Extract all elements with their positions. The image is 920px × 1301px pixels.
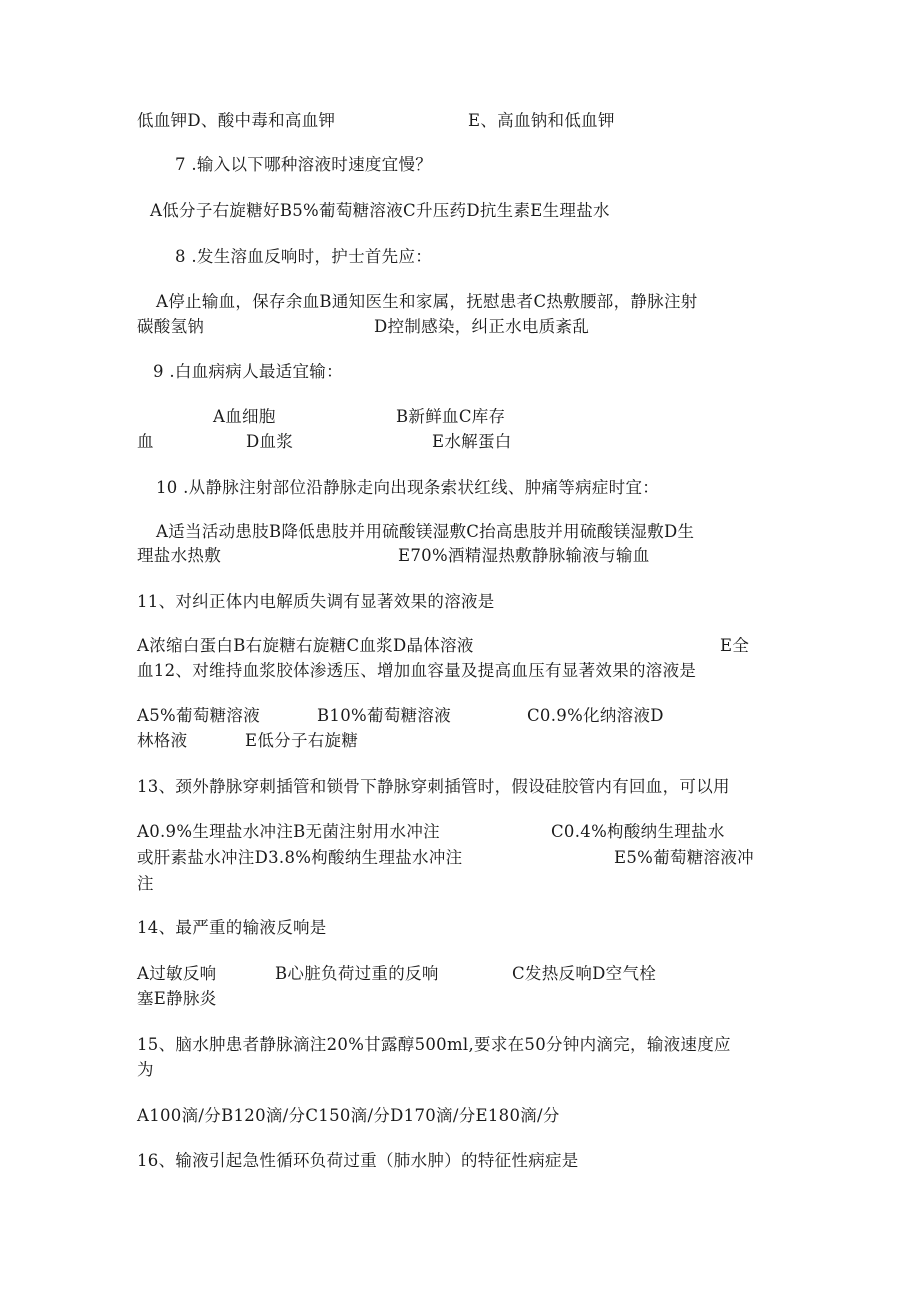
text-line: 为 — [137, 1060, 154, 1079]
text-line: D控制感染，纠正水电质紊乱 — [374, 317, 590, 336]
question-11: 11、对纠正体内电解质失调有显著效果的溶液是 — [137, 592, 495, 611]
question-14: 14、最严重的输液反响是 — [137, 918, 327, 937]
question-9: 9 .白血病病人最适宜输： — [153, 362, 343, 381]
question-12: 血12、对维持血浆胶体渗透压、增加血容量及提高血压有显著效果的溶液是 — [137, 661, 697, 680]
text-line: A适当活动患肢B降低患肢并用硫酸镁湿敷C抬高患肢并用硫酸镁湿敷D生 — [156, 522, 695, 541]
text-line: E全 — [720, 636, 750, 655]
question-8: 8 .发生溶血反响时，护士首先应： — [175, 247, 433, 266]
text-line: A低分子右旋糖好B5%葡萄糖溶液C升压药D抗生素E生理盐水 — [150, 201, 610, 220]
question-13: 13、颈外静脉穿刺插管和锁骨下静脉穿刺插管时，假设硅胶管内有回血，可以用 — [137, 777, 730, 796]
text-line: A血细胞 — [213, 407, 276, 426]
text-line: A浓缩白蛋白B右旋糖右旋糖C血浆D晶体溶液 — [137, 636, 474, 655]
text-line: 注 — [137, 874, 154, 893]
question-16: 16、输液引起急性循环负荷过重（肺水肿）的特征性病症是 — [137, 1151, 579, 1170]
text-line: 低血钾D、酸中毒和高血钾 — [137, 111, 336, 130]
text-line: 塞E静脉炎 — [137, 989, 217, 1008]
text-line: C发热反响D空气栓 — [512, 964, 657, 983]
text-line: 理盐水热敷 — [137, 546, 221, 565]
text-line: B新鲜血C库存 — [396, 407, 506, 426]
text-line: A过敏反响 — [137, 964, 217, 983]
question-10: 10 .从静脉注射部位沿静脉走向出现条索状红线、肿痛等病症时宜： — [156, 478, 660, 497]
text-line: 血 — [137, 432, 154, 451]
text-line: A0.9%生理盐水冲注B无菌注射用水冲注 — [137, 822, 440, 841]
text-line: A5%葡萄糖溶液 — [137, 706, 260, 725]
text-line: C0.9%化纳溶液D — [527, 706, 664, 725]
text-line: B心脏负荷过重的反响 — [275, 964, 439, 983]
text-line: E水解蛋白 — [432, 432, 512, 451]
question-15: 15、脑水肿患者静脉滴注20%甘露醇500ml,要求在50分钟内滴完，输液速度应 — [137, 1035, 731, 1054]
text-line: E低分子右旋糖 — [245, 731, 359, 750]
text-line: B10%葡萄糖溶液 — [317, 706, 451, 725]
text-line: 林格液 — [137, 731, 188, 750]
text-line: D血浆 — [246, 432, 294, 451]
text-line: A停止输血，保存余血B通知医生和家属，抚慰患者C热敷腰部，静脉注射 — [156, 292, 698, 311]
text-line: 或肝素盐水冲注D3.8%枸酸纳生理盐水冲注 — [137, 848, 463, 867]
text-line: A100滴/分B120滴/分C150滴/分D170滴/分E180滴/分 — [137, 1106, 560, 1125]
text-line: E5%葡萄糖溶液冲 — [614, 848, 754, 867]
text-line: 碳酸氢钠 — [137, 317, 205, 336]
question-7: 7 .输入以下哪种溶液时速度宜慢？ — [175, 155, 433, 174]
text-line: E、高血钠和低血钾 — [468, 111, 615, 130]
text-line: E70%酒精湿热敷静脉输液与输血 — [398, 546, 650, 565]
text-line: C0.4%枸酸纳生理盐水 — [551, 822, 725, 841]
